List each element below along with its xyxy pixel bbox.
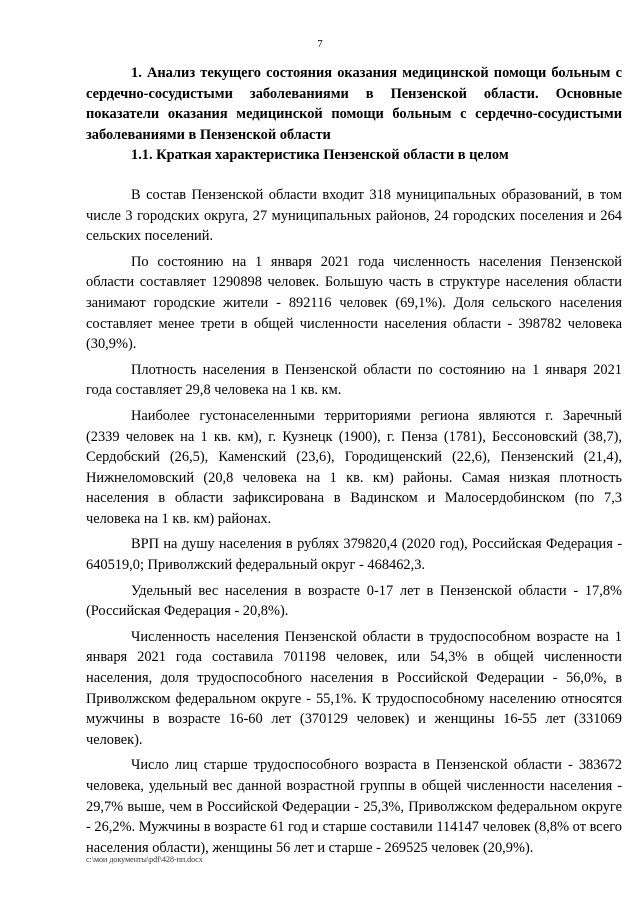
paragraph-dense-territories: Наиболее густонаселенными территориями региона являются г. Заречный (2339 человек на 1 кв. км), г. Кузнецк (1900), г. Пенза (1781), Бессоновский (38,7), Сердобский (26,5), Каменский (23,6), Городищенский (22,6), Пензенский (21,4), Нижнеломовский (20,8 человека на 1 кв. км) районы. Самая низкая плотность населения в области зафиксирована в Вадинском и Малосердобинском (по 7,3 человека на 1 кв. км) районах. [86,407,622,527]
page-number: 7 [317,38,323,50]
paragraph-grp: ВРП на душу населения в рублях 379820,4 (2020 год), Российская Федерация - 640519,0; Приволжский федеральный округ - 468462,3. [86,536,622,574]
paragraph-working-age: Численность населения Пензенской области в трудоспособном возрасте на 1 января 2021 года составила 701198 человек, или 54,3% в общей численности населения, доля трудоспособного населения в Российской Федерации - 56,0%, в Приволжском федеральном округе - 55,1%. К трудоспособному населению относятся мужчины в возрасте 16-60 лет (370129 человек) и женщины 16-55 лет (331069 человек). [86,628,622,748]
document-body [86,63,622,863]
section-heading: 1. Анализ текущего состояния оказания медицинской помощи больным с сердечно-сосудистыми заболеваниями в Пензенской области. Основные показатели оказания медицинской помощи больным с сердечно-сосудистыми заболеваниями в Пензенской области [86,65,622,143]
paragraph-youth-share: Удельный вес населения в возрасте 0-17 лет в Пензенской области - 17,8% (Российская Федерация - 20,8%). [86,582,622,620]
subsection-heading: 1.1. Краткая характеристика Пензенской области в целом [131,147,509,164]
paragraph-population: По состоянию на 1 января 2021 года численность населения Пензенской области составляет 1290898 человек. Большую часть в структуре населения области занимают городские жители - 892116 человек (69,1%). Доля сельского населения составляет менее трети в общей численности населения области - 398782 человека (30,9%). [86,253,622,353]
paragraph-municipalities: В состав Пензенской области входит 318 муниципальных образований, в том числе 3 городских округа, 27 муниципальных районов, 24 городских поселения и 264 сельских поселений. [86,186,622,245]
paragraph-density: Плотность населения в Пензенской области по состоянию на 1 января 2021 года составляет 29,8 человека на 1 кв. км. [86,361,622,399]
footer-file-path: c:\мои документы\pdf\428-пп.docx [86,855,203,864]
paragraph-elderly: Число лиц старше трудоспособного возраста в Пензенской области - 383672 человека, удельный вес данной возрастной группы в общей численности населения - 29,7% выше, чем в Российской Федерации - 25,3%, Приволжском федеральном округе - 26,2%. Мужчины в возрасте 61 год и старше составили 114147 человек (8,8% от всего населения области), женщины 56 лет и старше - 269525 человек (20,9%). [86,757,622,856]
